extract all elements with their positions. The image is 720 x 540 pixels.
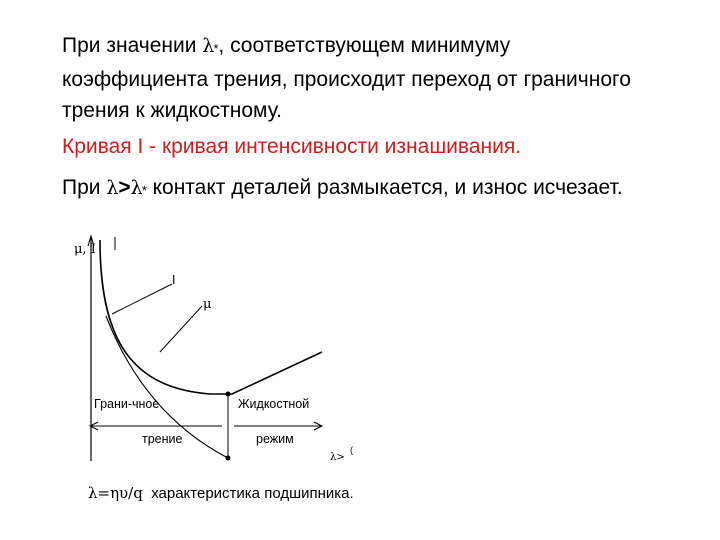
lambda-symbol: λ <box>106 177 119 199</box>
leader-line-i <box>112 284 172 314</box>
paragraph-curve-i: Кривая I - кривая интенсивности изнашивания. <box>62 135 522 158</box>
paragraph-transition-start: При значении <box>62 34 203 57</box>
greater-symbol: > <box>118 176 131 199</box>
y-axis-label: μ, I <box>74 242 96 257</box>
friction-wear-diagram <box>60 228 360 468</box>
region-boundary-label: Грани-чное <box>94 397 160 411</box>
region-boundary-label-2: трение <box>142 432 183 446</box>
formula-expression: λ=ηυ/q <box>88 484 143 502</box>
region-liquid-label: Жидкостной <box>238 397 310 411</box>
curve-mu-label: μ <box>203 297 212 312</box>
paragraph-contact-end: контакт деталей размыкается, и износ исчезает. <box>146 176 623 199</box>
formula-line <box>88 484 354 502</box>
star-symbol: * <box>213 41 219 56</box>
paragraph-transition <box>62 30 662 126</box>
paragraph-contact <box>62 172 662 206</box>
formula-text: характеристика подшипника. <box>151 485 354 502</box>
lambda-symbol: λ <box>202 35 215 57</box>
x-axis-label: λ> <box>330 452 345 463</box>
lambda-symbol: λ <box>130 177 143 199</box>
star-symbol: * <box>141 183 147 198</box>
curve-i-label: I <box>172 273 176 287</box>
region-liquid-label-2: режим <box>256 432 294 446</box>
critical-point <box>226 456 231 461</box>
paragraph-transition-end: , соответствующем минимуму коэффициента трения, происходит переход от граничного трения к жидкостному. <box>62 34 631 122</box>
leader-line-mu <box>160 306 202 352</box>
x-axis-corner: ( <box>350 445 353 455</box>
paragraph-contact-start: При <box>62 176 107 199</box>
